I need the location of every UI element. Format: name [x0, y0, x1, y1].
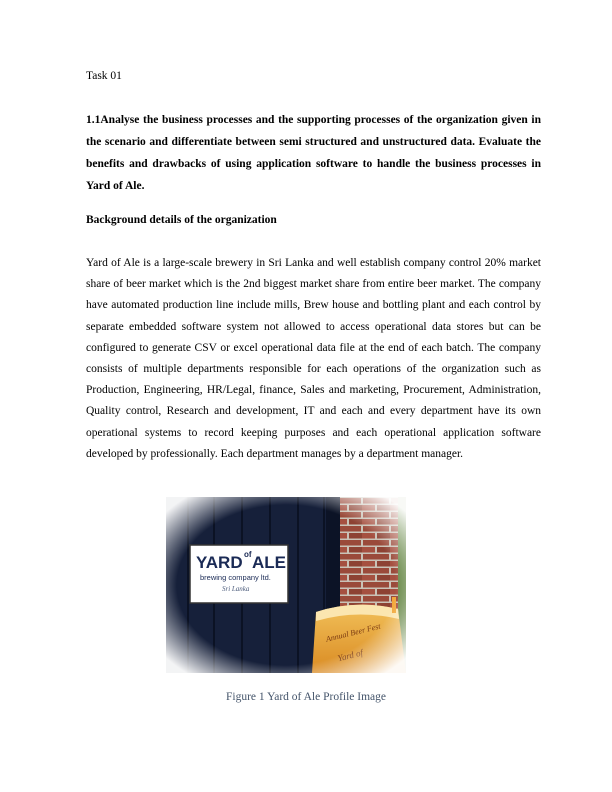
- figure-caption: Figure 1 Yard of Ale Profile Image: [225, 691, 387, 703]
- profile-image: [166, 497, 406, 673]
- section-heading: Background details of the organization: [86, 214, 277, 226]
- background-paragraph: Yard of Ale is a large-scale brewery in Sri Lanka and well establish company control 20% market share of beer market which is the 2nd biggest market share from entire beer market. The company have automated production line include mills, Brew house and bottling plant and each control by separate embedded software system not allowed to access operational data stores but can be configured to generate CSV or excel operational data file at the end of each batch. The company consists of multiple departments responsible for each operations of the organization such as Production, Engineering, HR/Legal, finance, Sales and marketing, Procurement, Administration, Quality control, Research and development, IT and each and every department have its own operational systems to record keeping purposes and each operational application software developed by professionally. Each department manages by a department manager.: [86, 257, 541, 460]
- question-text: 1.1Analyse the business processes and the supporting processes of the organization given in the scenario and differentiate between semi structured and unstructured data. Evaluate the benefits and drawbacks of using application software to handle the business processes in Yard of Ale.: [86, 114, 541, 192]
- task-label: Task 01: [86, 70, 122, 82]
